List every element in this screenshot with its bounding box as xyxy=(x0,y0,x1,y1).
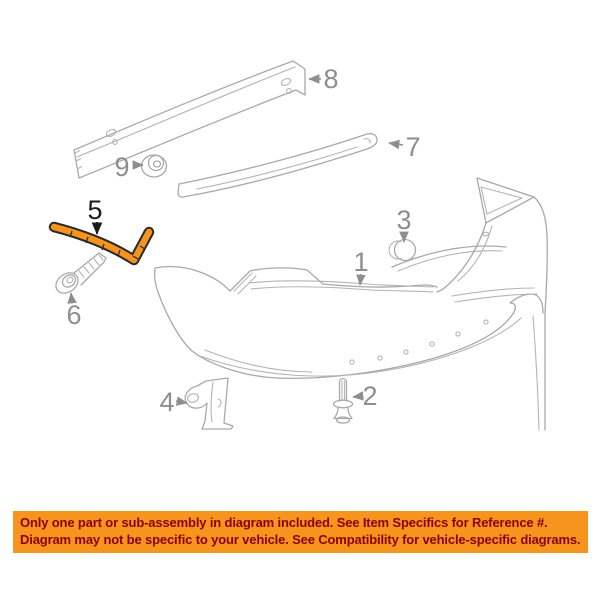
part-3-label: 3 xyxy=(396,205,412,235)
part-1-label: 1 xyxy=(353,247,369,277)
deck-edge-outer xyxy=(392,246,506,267)
screw-washer xyxy=(52,269,82,298)
screw-head-recess xyxy=(66,276,74,284)
impact-bar-outline xyxy=(74,61,305,178)
grommet-outer xyxy=(395,240,416,261)
bumper-sensor-dots xyxy=(350,320,488,364)
part-1-bumper-cover-drawing xyxy=(155,267,543,379)
nut-hole xyxy=(154,161,161,167)
part-3-grommet-drawing xyxy=(389,240,415,261)
part-2-push-clip-drawing xyxy=(334,379,353,423)
bumper-lower-crease xyxy=(197,318,521,376)
trunk-deck-edge-drawing xyxy=(392,246,506,271)
disclaimer-banner xyxy=(13,511,588,553)
sensor-dot xyxy=(484,320,488,324)
part-8-label: 8 xyxy=(323,64,339,94)
panel-emblem-mark xyxy=(483,232,489,236)
fender-lower-inner xyxy=(533,316,539,430)
part-4-bracket-drawing xyxy=(185,378,233,429)
bracket-inner-line xyxy=(211,382,213,422)
part-6-label: 6 xyxy=(66,300,82,330)
impact-bar-top-face-line xyxy=(77,67,295,157)
part-5-label: 5 xyxy=(87,195,103,225)
clip-pin-inner xyxy=(342,381,345,400)
bumper-ledge-line-b xyxy=(251,287,433,292)
bumper-outline xyxy=(155,267,543,379)
part-7-protector-strip-drawing xyxy=(178,134,377,197)
disclaimer-line-1: Only one part or sub-assembly in diagram included. See Item Specifics for Reference #. xyxy=(20,515,548,530)
part-7-label: 7 xyxy=(405,132,421,162)
clip-pin xyxy=(340,379,347,401)
sensor-dot xyxy=(430,342,434,346)
bracket-outline xyxy=(185,378,233,429)
impact-bar-slot-left xyxy=(105,128,117,138)
part-8-reinforcement-bar-drawing xyxy=(74,61,305,178)
protector-inner-line xyxy=(197,147,357,189)
protector-end-line xyxy=(364,139,370,143)
bracket-ear-inner xyxy=(187,393,200,404)
sensor-dot xyxy=(378,356,382,360)
sail-panel-outer xyxy=(477,178,534,223)
impact-bar-slot-right xyxy=(280,77,292,87)
part-9-flange-nut-drawing xyxy=(142,155,167,177)
part-6-screw-drawing xyxy=(52,253,106,297)
part-9-label: 9 xyxy=(114,152,130,182)
clip-flange xyxy=(334,400,353,408)
bumper-left-crease xyxy=(205,350,312,372)
panel-seam-inner xyxy=(458,226,492,281)
sensor-dot xyxy=(404,350,408,354)
part-2-label: 2 xyxy=(362,381,378,411)
part-4-label: 4 xyxy=(159,387,175,417)
protector-outline xyxy=(178,134,377,197)
bracket-inner-hook xyxy=(218,399,221,407)
deck-edge-inner xyxy=(398,251,502,271)
part-2-arrow xyxy=(353,396,362,397)
part-7-arrow xyxy=(389,143,403,145)
sensor-dot xyxy=(350,360,354,364)
nut-body xyxy=(149,156,164,171)
sensor-dot xyxy=(456,332,460,336)
quarter-panel-drawing xyxy=(437,178,547,430)
disclaimer-line-2: Diagram may not be specific to your vehicle. See Compatibility for vehicle-specific diagrams. xyxy=(20,532,581,548)
